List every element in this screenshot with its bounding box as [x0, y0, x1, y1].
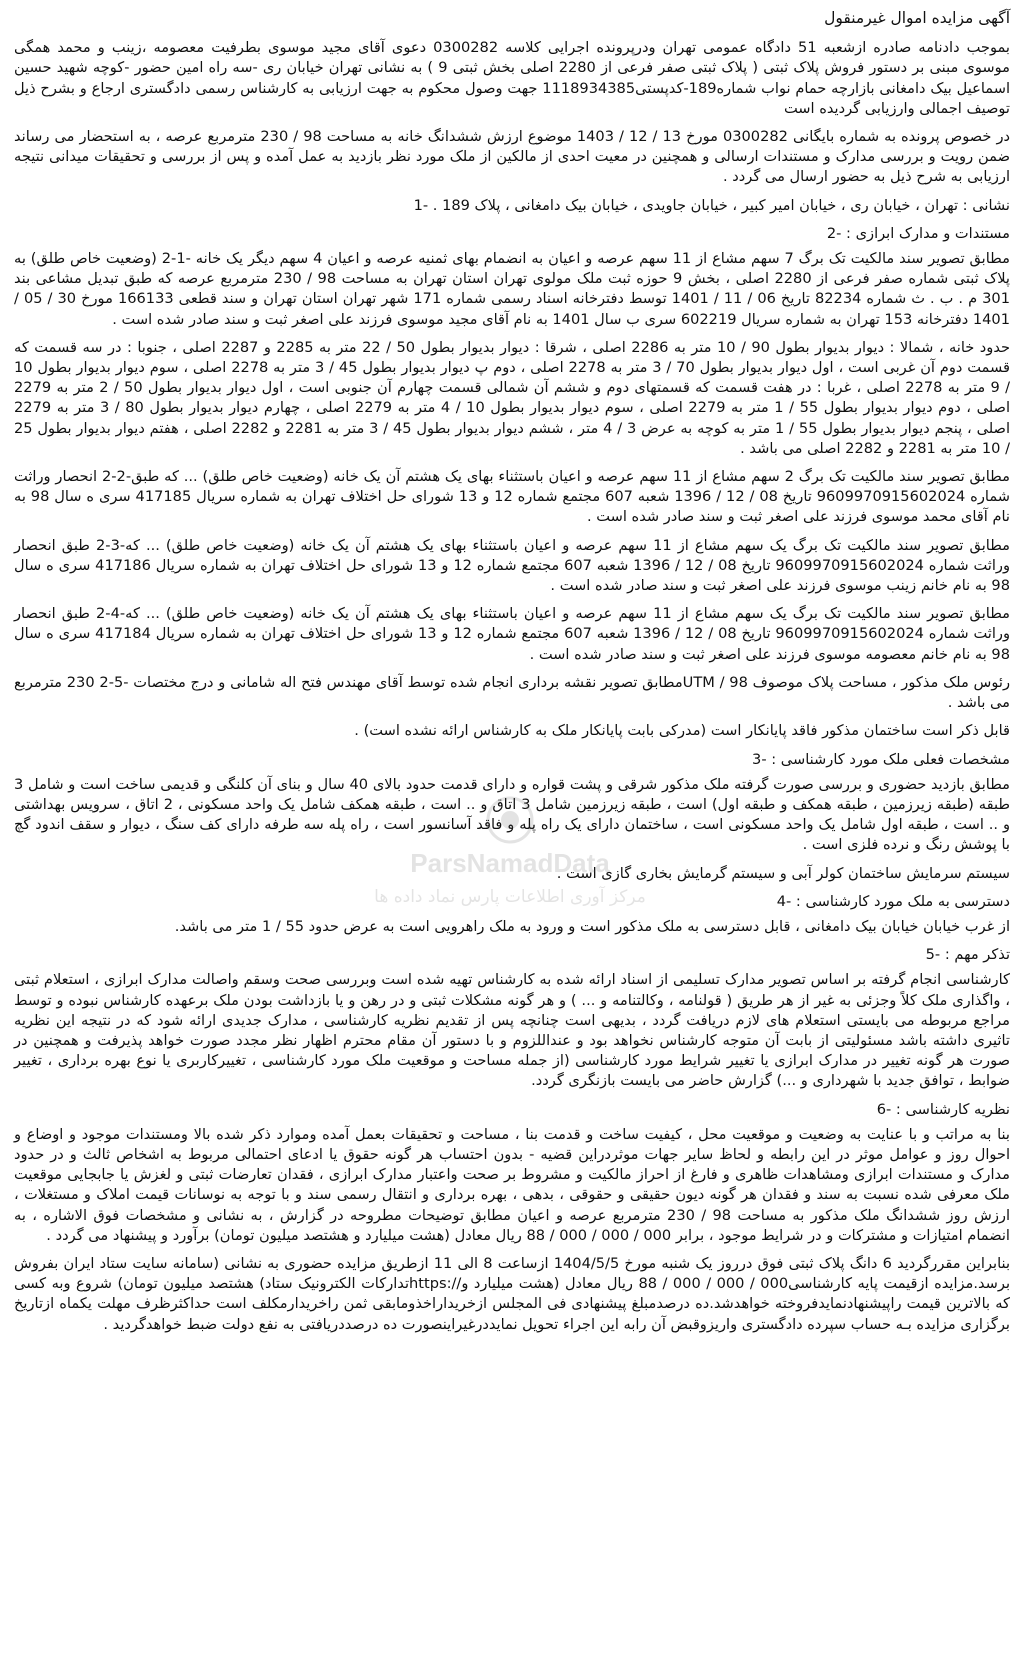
deed-paragraph-4: مطابق تصویر سند مالکیت تک برگ یک سهم مشاع از 11 سهم عرصه و اعیان باستثناء بهای یک هشتم آن یک خانه (وضعیت خاص طلق) ... که-4-2 طبق انحصار وراثت شماره 9609970915602024 تاریخ 08 / 12 / 1396 شعبه 607 مجتمع شماره 12 و 13 شورای حل اختلاف تهران به شماره سریال 417184 سری ه سال 98 به نام خانم معصومه موسوی فرزند علی اصغر ثبت و سند صادر شده است . [14, 605, 1010, 663]
deed-paragraph-2: مطابق تصویر سند مالکیت تک برگ 2 سهم مشاع از 11 سهم عرصه و اعیان باستثناء بهای یک هشتم آن یک خانه (وضعیت خاص طلق) ... که طبق-2-2 انحصار وراثت شماره 9609970915602024 تاریخ 08 / 12 / 1396 شعبه 607 مجتمع شماره 12 و 13 شورای حل اختلاف تهران به شماره سریال 417185 سری ه سال 98 به نام آقای محمد موسوی فرزند علی اصغر ثبت و سند صادر شده است . [14, 468, 1010, 526]
section-heading-opinion: نظریه کارشناسی : -6 [876, 1100, 1010, 1118]
specs-paragraph: مطابق بازدید حضوری و بررسی صورت گرفته ملک مذکور شرقی و پشت قواره و دارای قدمت حدود بالای 40 سال و بنای آن کلنگی و قدیمی ساخت است و شامل 3 طبقه (طبقه زیرزمین ، طبقه همکف و طبقه اول) است ، طبقه زیرزمین شامل 3 اتاق و .. است ، طبقه همکف شامل یک واحد مسکونی ، 2 اتاق ، سرویس بهداشتی و .. است ، طبقه اول شامل یک واحد مسکونی است ، ساختمان دارای یک راه پله و فاقد آسانسور است ، راه پله سه طرفه دارای کف سنگ ، دیوار و سقف اندود گچ با پوشش رنگ و نرده فلزی است . [14, 775, 1010, 854]
section-heading-access: دسترسی به ملک مورد کارشناسی : -4 [776, 892, 1010, 910]
address-line: نشانی : تهران ، خیابان ری ، خیابان امیر کبیر ، خیابان جاویدی ، خیابان بیک دامغانی ، پلاک 189 . -1 [413, 196, 1010, 214]
section-heading-specs: مشخصات فعلی ملک مورد کارشناسی : -3 [752, 750, 1010, 768]
notice-title: آگهی مزایده اموال غیرمنقول [824, 9, 1010, 27]
section-heading-note: تذکر مهم : -5 [925, 946, 1010, 964]
access-paragraph: از غرب خیابان خیابان بیک دامغانی ، قابل دسترسی به ملک مذکور است و ورود به ملک راهرویی است به عرض حدود 55 / 1 متر می باشد. [174, 917, 1010, 935]
watermark-brand: ParsNamadData [410, 848, 610, 878]
utm-paragraph: رئوس ملک مذکور ، مساحت پلاک موصوف UTM / 98مطابق تصویر نقشه برداری انجام شده توسط آقای مهندس فتح اله شامانی و درج مختصات -5-2 230 مترمربع می باشد . [14, 673, 1011, 712]
deed-paragraph-3: مطابق تصویر سند مالکیت تک برگ یک سهم مشاع از 11 سهم عرصه و اعیان باستثناء بهای یک هشتم آن یک خانه (وضعیت خاص طلق) ... که-3-2 طبق انحصار وراثت شماره 9609970915602024 تاریخ 08 / 12 / 1396 شعبه 607 مجتمع شماره 12 و 13 شورای حل اختلاف تهران به شماره سریال 417186 سری ه سال 98 به نام خانم زینب موسوی فرزند علی اصغر ثبت و سند صادر شده است . [14, 536, 1010, 595]
watermark-slogan: مرکز آوری اطلاعات پارس نماد داده ها [374, 887, 646, 907]
completion-note: قابل ذکر است ساختمان مذکور فاقد پایانکار است (مدرکی بابت پایانکار ملک به کارشناس ارائه نشده است) . [354, 722, 1010, 740]
case-paragraph: در خصوص پرونده به شماره بایگانی 0300282 مورخ 13 / 12 / 1403 موضوع ارزش ششدانگ خانه به مساحت 98 / 230 مترمربع عرصه ، به استحضار می رساند ضمن رویت و بررسی مدارک و مستندات ارسالی و همچنین در معیت احدی از مالکین از ملک مورد نظر بازدید به عمل آمده و پس از بررسی و تحقیقات میدانی نتیجه ارزیابی به شرح ذیل به حضور ارسال می گردد . [14, 128, 1011, 186]
boundaries-paragraph: حدود خانه ، شمالا : دیوار بدیوار بطول 90 / 10 متر به 2286 اصلی ، شرقا : دیوار بدیوار بطول 50 / 22 متر به 2285 و 2287 اصلی ، جنوبا : در سه قسمت که قسمت دوم آن غربی است ، اول دیوار بدیوار بطول 70 / 3 متر به 2278 اصلی ، دوم پ دیوار بدیوار بطول 45 / 3 متر به 2278 اصلی ، سوم دیوار بدیوار بطول 10 / 9 متر به 2278 اصلی ، غربا : در هفت قسمت که قسمتهای دوم و ششم آن شمالی قسمت چهارم آن جنوبی است ، اول دیوار بدیوار بطول 50 / 2 متر به 2279 اصلی ، دوم دیوار بدیوار بطول 55 / 1 متر به 2279 اصلی ، سوم دیوار بدیوار بطول 10 / 4 متر به 2279 اصلی ، چهارم دیوار بدیوار بطول 80 / 3 متر به 2279 اصلی ، پنجم دیوار بدیوار بطول 55 / 1 متر به کوچه به عرض 3 / 4 متر ، ششم دیوار بدیوار بطول 45 / 3 متر به 2281 و 2282 اصلی ، هفتم دیوار بدیوار بطول 25 / 10 متر به 2281 و 2282 اصلی می باشد . [14, 338, 1011, 457]
intro-paragraph: بموجب دادنامه صادره ازشعبه 51 دادگاه عمومی تهران ودرپرونده اجرایی کلاسه 0300282 دعوی آقای مجید موسوی بطرفیت معصومه ،زینب و محمد همگی موسوی مبنی بر دستور فروش پلاک ثبتی ( پلاک ثبتی صفر فرعی از 2280 اصلی بخش ثبتی 9 ) به نشانی تهران خیابان ری -سه راه امین حضور -کوچه شهید حسین اسماعیل بیک دامغانی بازارچه حمام نواب شماره189-کدپستی1118934385 جهت وصول محکوم به جهت ارزیابی به کارشناس رسمی دادگستری ارجاع و بشرح ذیل توصیف اجمالی وارزیابی گردیده است [14, 39, 1011, 117]
auction-terms-paragraph: بنابراین مقررگردید 6 دانگ پلاک ثبتی فوق درروز یک شنبه مورخ 1404/5/5 ازساعت 8 الی 11 ازطریق مزایده حضوری به نشانی (سامانه سایت ستاد ایران بفروش برسد.مزایده ازقیمت پایه کارشناسی000 / 000 / 000 / 88 ریال معادل (هشت میلیارد و//:httpsتدارکات الکترونیک ستاد) هشتصد میلیون تومان) شروع وبه کسی که بالاترین قیمت راپیشنهادنمایدفروخته خواهدشد.ده درصدمبلغ پیشنهادی فی المجلس ازخریداراخذومابقی ثمن راخریدارمکلف است حداکثرظرف مهلت یکماه ازتاریخ برگزاری مزایده بـه حساب سپرده دادگستری واریزوقبض آن رابه این اجراء تحویل نمایددرغیراینصورت ده درصددریافتی به نفع دولت ضبط خواهدگردید . [14, 1254, 1011, 1333]
section-heading-documents: مستندات و مدارک ابرازی : -2 [826, 224, 1010, 242]
hvac-paragraph: سیستم سرمایش ساختمان کولر آبی و سیستم گرمایش بخاری گازی است . [556, 864, 1010, 882]
note-paragraph: کارشناسی انجام گرفته بر اساس تصویر مدارک تسلیمی از اسناد ارائه شده به کارشناس تهیه شده است وبررسی صحت وسقم واصالت مدارک ابرازی ، استعلام ثبتی ، واگذاری ملک کلاً وجزئی به غیر از هر طریق ( قولنامه ، وکالتنامه و ... ) و هر گونه مشکلات ثبتی و در رهن و یا بازداشت بودن ملک برعهده کارشناس نبوده و توسط مراجع مربوطه می بایستی استعلام های لازم دریافت گردد ، بدیهی است چنانچه پس از تقدیم نظریه کارشناسی ، مدارک جدیدی ارائه شود که در نتیجه این نظریه تاثیری داشته باشد مسئولیتی از بابت آن متوجه کارشناس نخواهد بود و عنداللزوم و با دستور آن مقام محترم اظهار نظر مجدد صورت خواهد پذیرفت و همچنین در صورت هر گونه تغییر در مدارک ابرازی یا تغییر شرایط مورد کارشناسی (از جمله مساحت و موقعیت ملک مورد کارشناسی ، تغییرکاربری یا نوع بهره برداری ، تغییر ضوابط ، توافق جدید با شهرداری و ...) گزارش حاضر می بایست بازنگری گردد. [14, 971, 1010, 1090]
deed-paragraph-1: مطابق تصویر سند مالکیت تک برگ 7 سهم مشاع از 11 سهم عرصه و اعیان به انضمام بهای ثمنیه عرصه و اعیان 4 سهم دیگر یک خانه -1-2 (وضعیت خاص طلق) به پلاک ثبتی شماره صفر فرعی از 2280 اصلی ، بخش 9 حوزه ثبت ملک مولوی تهران استان تهران به مساحت 98 / 230 مترمربع عرصه که طبق تبدیل مشاعی بند 301 م . ب . ث شماره 82234 تاریخ 06 / 11 / 1401 توسط دفترخانه اسناد رسمی شماره 171 شهر تهران استان تهران و سند قطعی 166133 مورخ 30 / 05 / 1401 دفترخانه 153 تهران به شماره سریال 602219 سری ب سال 1401 به نام آقای مجید موسوی فرزند علی اصغر ثبت و سند صادر شده است . [14, 250, 1010, 328]
opinion-paragraph: بنا به مراتب و با عنایت به وضعیت و موقعیت محل ، کیفیت ساخت و قدمت بنا ، مساحت و تحقیقات بعمل آمده وموارد ذکر شده بالا ومستندات موجود و اوضاع و احوال روز و عوامل موثر در این رابطه و لحاظ سایر جهات موثردراین قضیه - بدون احتساب هر گونه حقوق یا ادعای احتمالی مربوط به اشخاص ثالث و در حدود مدارک و مستندات ابرازی ومشاهدات ظاهری و فارغ از احراز مالکیت و مشروط بر صحت واعتبار مدارک ابرازی ، فقدان تعارضات ثبتی و لغزش یا جابجایی موقعیت ملک معرفی شده نسبت به سند و فقدان هر گونه دیون حقیقی و حقوقی ، بدهی ، بهره برداری و انتقال رسمی سند و با توجه به نوسانات قیمت املاک و مستغلات ، ارزش روز ششدانگ ملک مذکور به مساحت 98 / 230 مترمربع عرصه و اعیان مطابق توضیحات مطروحه در گزارش ، به نشانی و مشخصات فوق الاشاره ، به انضمام امتیازات و مشترکات و در شرایط موجود ، برابر 000 / 000 / 000 / 88 ریال معادل (هشت میلیارد و هشتصد میلیون تومان) برآورد و پیشنهاد می گردد . [14, 1125, 1010, 1244]
